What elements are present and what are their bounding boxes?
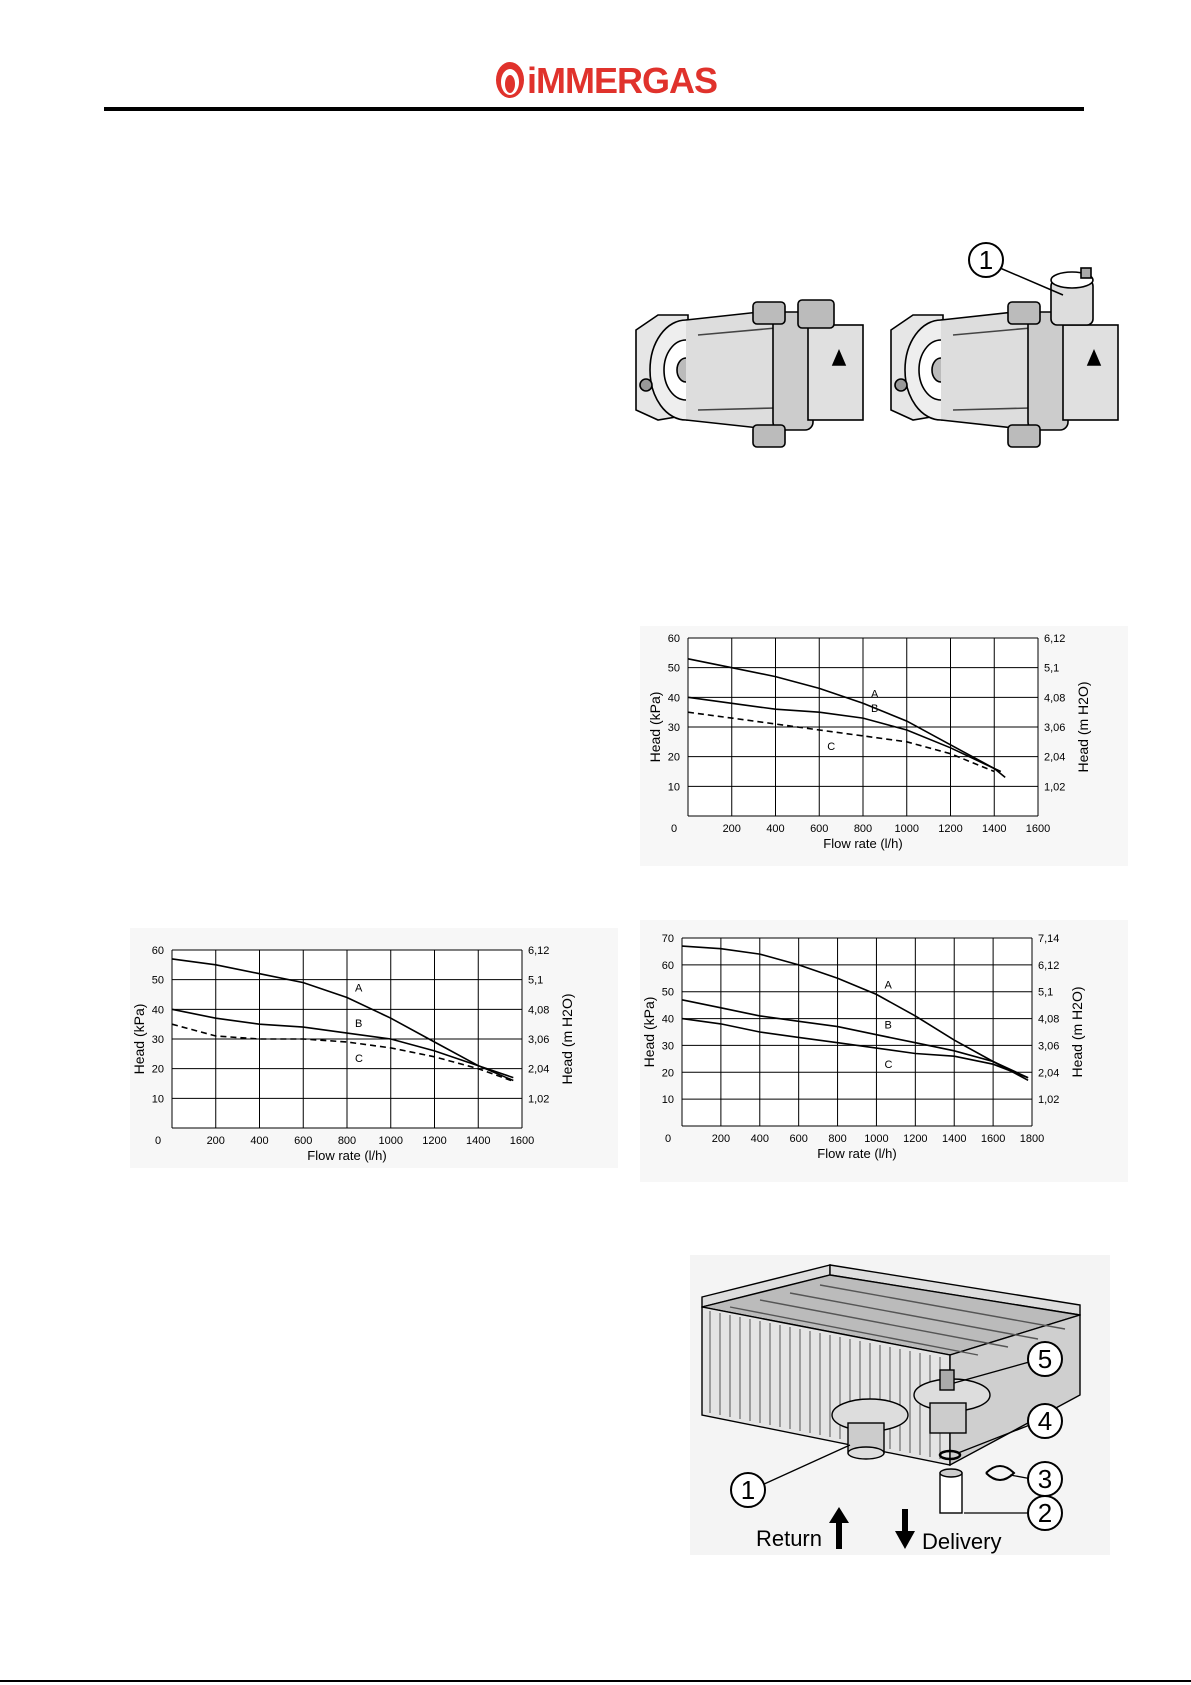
- chart-3-y-axis-label: Head (kPa): [641, 996, 657, 1068]
- svg-text:5: 5: [1037, 1344, 1053, 1374]
- chart-2-y2-tick-label: 6,12: [528, 945, 550, 957]
- header-rule: [104, 107, 1084, 111]
- chart-1-y2-tick-label: 3,06: [1044, 722, 1066, 734]
- svg-text:3: 3: [1037, 1464, 1053, 1494]
- chart-3-x-tick-label: 400: [750, 1133, 769, 1145]
- pipe-icon: [940, 1469, 962, 1513]
- chart-2-x-tick-label: 0: [154, 1135, 162, 1147]
- chart-2-y-axis-label: Head (kPa): [131, 1003, 147, 1075]
- chart-1-y2-axis-label: Head (m H2O): [1075, 681, 1091, 773]
- svg-text:2: 2: [1037, 1498, 1053, 1528]
- chart-2-y2-tick-label: 2,04: [528, 1063, 550, 1076]
- chart-1-series-a-label: A: [871, 688, 879, 701]
- chart-1-x-tick-label: 1400: [982, 823, 1007, 835]
- chart-1-x-tick-label: 600: [810, 823, 829, 835]
- chart-2-x-axis-label: Flow rate (l/h): [307, 1148, 387, 1163]
- pump-with-valve-icon: [891, 268, 1118, 447]
- chart-2-x-tick-label: 200: [206, 1135, 225, 1147]
- chart-3-y2-tick-label: 6,12: [1038, 959, 1060, 972]
- chart-3-x-tick-label: 1800: [1019, 1133, 1045, 1145]
- pump-callout-1: [969, 243, 1003, 277]
- delivery-label: Delivery: [922, 1529, 1002, 1554]
- chart-2-x-tick-label: 600: [294, 1135, 313, 1147]
- chart-pump-curve-1: [640, 626, 1128, 866]
- chart-3-y2-axis-label: Head (m H2O): [1069, 986, 1085, 1078]
- chart-3-y-tick-label: 30: [661, 1040, 674, 1053]
- chart-2-x-tick-label: 1200: [422, 1135, 447, 1147]
- chart-1-x-tick-label: 1200: [938, 823, 963, 835]
- chart-3-y-tick-label: 10: [661, 1094, 674, 1107]
- chart-3-x-axis-label: Flow rate (l/h): [817, 1146, 897, 1161]
- chart-1-y-tick-label: 60: [667, 633, 680, 645]
- pump-icon: [636, 300, 863, 447]
- chart-2-y-tick-label: 50: [151, 974, 164, 987]
- chart-2-x-tick-label: 1600: [509, 1135, 535, 1147]
- chart-1-series-c-label: C: [827, 740, 836, 753]
- chart-2-y2-axis-label: Head (m H2O): [559, 993, 575, 1085]
- flame-logo-icon: [495, 60, 525, 100]
- chart-3-x-tick-label: 1200: [903, 1133, 928, 1145]
- chart-3-x-tick-label: 600: [789, 1133, 808, 1145]
- chart-1-y-axis-label: Head (kPa): [647, 691, 663, 763]
- brand-logo: [495, 58, 717, 102]
- chart-3-y-tick-label: 50: [661, 986, 674, 999]
- svg-text:4: 4: [1037, 1406, 1053, 1436]
- chart-3-svg: [640, 920, 1128, 1182]
- chart-3-y-tick-label: 20: [661, 1067, 674, 1080]
- chart-1-x-tick-label: 1600: [1025, 823, 1051, 835]
- chart-1-y2-tick-label: 1,02: [1044, 781, 1066, 794]
- chart-3-x-tick-label: 800: [828, 1133, 847, 1145]
- chart-1-y-tick-label: 20: [667, 751, 680, 764]
- chart-3-x-tick-label: 1400: [941, 1133, 967, 1145]
- clip-icon: [986, 1466, 1014, 1480]
- chart-1-y-tick-label: 30: [667, 722, 680, 734]
- chart-3-y-tick-label: 40: [661, 1013, 674, 1026]
- chart-3-y-tick-label: 60: [661, 959, 674, 972]
- chart-1-series-b-label: B: [871, 703, 879, 716]
- chart-3-x-tick-label: 200: [711, 1133, 731, 1145]
- exchanger-callout-1: [731, 1473, 765, 1507]
- exchanger-callout-5: [1028, 1342, 1062, 1376]
- chart-3-y-tick-label: 70: [661, 933, 674, 945]
- chart-3-plot-area: [682, 938, 1032, 1126]
- heat-exchanger-figure: [690, 1255, 1110, 1555]
- return-arrow-icon: [829, 1507, 849, 1549]
- chart-pump-curve-2: [130, 928, 618, 1168]
- chart-3-x-tick-label: 0: [664, 1133, 672, 1145]
- chart-3-x-tick-label: 1600: [980, 1133, 1006, 1145]
- chart-1-x-tick-label: 800: [853, 823, 873, 835]
- exchanger-callout-4: [1028, 1404, 1062, 1438]
- chart-3-y2-tick-label: 2,04: [1038, 1067, 1060, 1080]
- chart-1-svg: [640, 626, 1128, 866]
- chart-1-y2-tick-label: 2,04: [1044, 751, 1066, 764]
- delivery-arrow-icon: [895, 1509, 915, 1549]
- chart-2-y-tick-label: 60: [151, 945, 164, 957]
- chart-2-x-tick-label: 800: [337, 1135, 357, 1147]
- chart-2-y2-tick-label: 4,08: [528, 1004, 550, 1017]
- chart-2-y-tick-label: 30: [151, 1034, 164, 1046]
- chart-1-y2-tick-label: 5,1: [1044, 662, 1060, 675]
- chart-3-y2-tick-label: 4,08: [1038, 1013, 1060, 1026]
- chart-2-y2-tick-label: 3,06: [528, 1034, 550, 1046]
- chart-2-y-tick-label: 10: [151, 1093, 164, 1106]
- return-label: Return: [755, 1526, 822, 1551]
- chart-1-x-tick-label: 0: [670, 823, 678, 835]
- chart-3-y2-tick-label: 5,1: [1038, 986, 1054, 999]
- chart-2-y-tick-label: 20: [151, 1063, 164, 1076]
- exchanger-callout-2: [1028, 1496, 1062, 1530]
- chart-3-y2-tick-label: 1,02: [1038, 1094, 1060, 1107]
- heat-exchanger-icon: [702, 1265, 1080, 1465]
- pump-figure: [628, 240, 1128, 460]
- chart-3-series-b-label: B: [884, 1019, 892, 1032]
- chart-2-y-tick-label: 40: [151, 1004, 164, 1017]
- chart-pump-curve-3: [640, 920, 1128, 1182]
- chart-1-y-tick-label: 50: [667, 662, 680, 675]
- chart-1-y-tick-label: 10: [667, 781, 680, 794]
- chart-3-x-tick-label: 1000: [864, 1133, 889, 1145]
- chart-1-x-tick-label: 400: [766, 823, 785, 835]
- chart-2-x-tick-label: 1000: [378, 1135, 403, 1147]
- svg-text:1: 1: [740, 1475, 756, 1505]
- chart-2-y2-tick-label: 1,02: [528, 1093, 550, 1106]
- chart-1-x-tick-label: 200: [722, 823, 741, 835]
- chart-3-y2-tick-label: 3,06: [1038, 1040, 1060, 1053]
- chart-2-series-c-label: C: [355, 1052, 363, 1065]
- chart-2-series-b-label: B: [355, 1018, 363, 1031]
- chart-1-y-tick-label: 40: [667, 692, 680, 705]
- chart-2-x-tick-label: 1400: [466, 1135, 491, 1147]
- chart-1-x-tick-label: 1000: [894, 823, 919, 835]
- brand-name: iMMERGAS: [527, 60, 717, 101]
- chart-1-y2-tick-label: 4,08: [1044, 692, 1066, 705]
- chart-3-series-c-label: C: [884, 1059, 893, 1072]
- chart-3-series-a-label: A: [884, 979, 892, 992]
- footer-rule: [0, 1680, 1191, 1682]
- chart-1-y2-tick-label: 6,12: [1044, 633, 1066, 645]
- svg-text:1: 1: [978, 245, 994, 275]
- chart-2-series-a-label: A: [355, 982, 363, 995]
- exchanger-callout-3: [1028, 1462, 1062, 1496]
- chart-2-y2-tick-label: 5,1: [528, 974, 544, 987]
- chart-2-x-tick-label: 400: [250, 1135, 269, 1147]
- chart-3-y2-tick-label: 7,14: [1038, 933, 1060, 945]
- chart-2-svg: [130, 928, 618, 1168]
- chart-1-x-axis-label: Flow rate (l/h): [823, 836, 903, 851]
